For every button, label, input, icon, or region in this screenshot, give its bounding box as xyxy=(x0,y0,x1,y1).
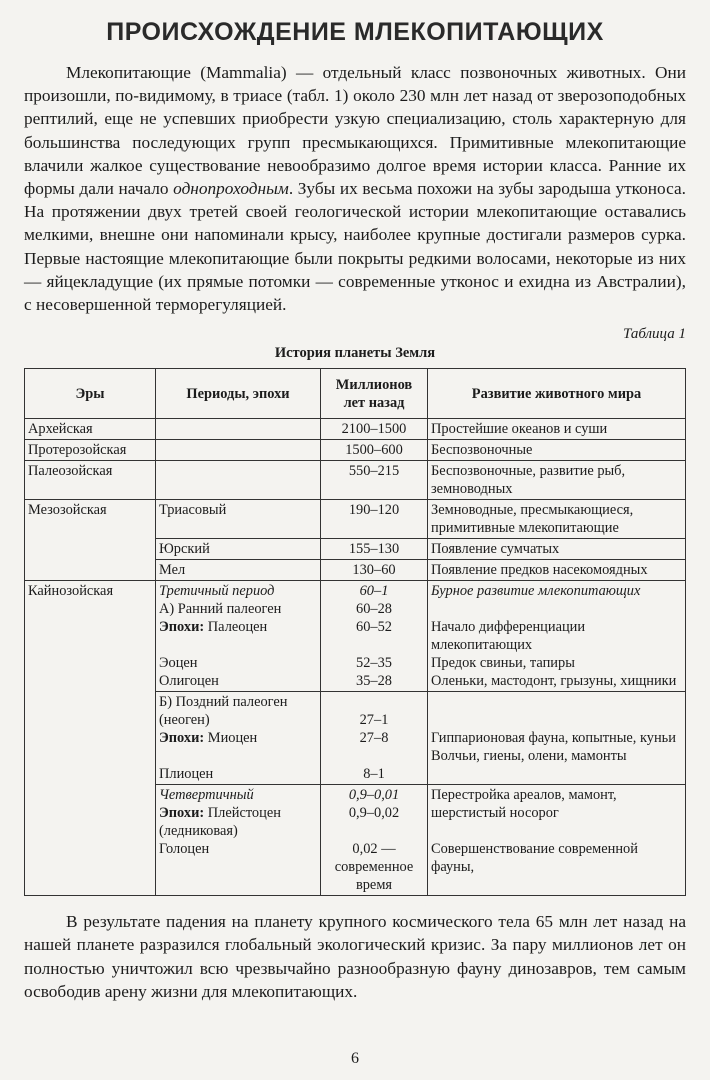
cell-development xyxy=(428,692,686,785)
epochs-label: Эпохи: xyxy=(159,805,205,822)
miocene-dev: Гиппарионовая фауна, копытные, куньи xyxy=(431,730,676,747)
holocene-mya: 0,02 — современное время xyxy=(334,841,414,894)
eocene-mya: 52–35 xyxy=(356,655,392,672)
spacer xyxy=(324,822,424,840)
cell-development: Беспозвоночные, развитие рыб, земноводных xyxy=(428,461,686,500)
page-title: ПРОИСХОЖДЕНИЕ МЛЕКОПИТАЮЩИХ xyxy=(106,18,604,46)
spacer xyxy=(159,636,317,654)
table-label: Таблица 1 xyxy=(623,326,686,343)
intro-italic-term: однопроходным xyxy=(173,179,289,199)
early-paleogene-label: А) Ранний палеоген xyxy=(159,601,282,618)
oligocene-mya: 35–28 xyxy=(356,673,392,690)
spacer xyxy=(431,693,682,711)
header-period: Периоды, эпохи xyxy=(156,369,321,419)
late-paleogene-mya: 27–1 xyxy=(359,712,389,729)
page-number: 6 xyxy=(351,1050,359,1067)
pleistocene-line xyxy=(159,804,317,840)
cell-era: Кайнозойская xyxy=(25,581,156,896)
spacer xyxy=(159,747,317,765)
cell-development: Простейшие океанов и суши xyxy=(428,419,686,440)
pleistocene-mya: 0,9–0,02 xyxy=(348,805,400,822)
table-row xyxy=(25,440,686,461)
miocene-line xyxy=(159,729,317,747)
cell-mya xyxy=(321,785,428,896)
table-row xyxy=(25,500,686,539)
oligocene-label: Олигоцен xyxy=(159,673,219,690)
cell-period xyxy=(156,692,321,785)
pleistocene-label: Плейстоцен (ледниковая) xyxy=(159,805,281,840)
table-header-row xyxy=(25,369,686,419)
intro-text-1: Млекопитающие (Mammalia) — отдельный класс позвоночных животных. Они произошли, по-видимому, в триасе (табл. 1) около 230 млн лет назад от зверозоподобных рептилий, еще не успевших приобрести узкую специализацию, столь характерную для большинства последующих групп пресмыкающихся. Примитивные млекопитающие влачили жалкое существование невообразимо долгое время истории класса. Ранние их формы дали начало xyxy=(24,63,686,199)
cell-period xyxy=(156,581,321,692)
cell-era: Протерозойская xyxy=(25,440,156,461)
epochs-label: Эпохи: xyxy=(159,730,205,747)
cell-development: Появление сумчатых xyxy=(428,539,686,560)
oligocene-dev: Оленьки, мастодонт, грызуны, хищники xyxy=(431,673,677,690)
holocene-label: Голоцен xyxy=(159,841,210,858)
cell-period xyxy=(156,419,321,440)
header-development: Развитие животного мира xyxy=(428,369,686,419)
pliocene-dev: Волчьи, гиены, олени, мамонты xyxy=(431,748,627,765)
spacer xyxy=(324,747,424,765)
cell-development: Земноводные, пресмыкающиеся, примитивные млекопитающие xyxy=(428,500,686,539)
cell-development xyxy=(428,581,686,692)
cell-era: Палеозойская xyxy=(25,461,156,500)
table-title: История планеты Земля xyxy=(274,345,436,362)
cell-period xyxy=(156,785,321,896)
cell-mya: 155–130 xyxy=(321,539,428,560)
cell-development: Появление предков насекомоядных xyxy=(428,560,686,581)
quaternary-dev: Перестройка ареалов, мамонт, шерстистый носорог xyxy=(431,787,617,822)
miocene-label: Миоцен xyxy=(207,730,258,747)
spacer xyxy=(431,711,682,729)
eocene-label: Эоцен xyxy=(159,655,198,672)
table-row xyxy=(25,461,686,500)
header-era: Эры xyxy=(25,369,156,419)
early-paleogene-mya: 60–28 xyxy=(356,601,392,618)
cell-mya xyxy=(321,581,428,692)
tertiary-mya: 60–1 xyxy=(359,583,389,600)
cell-development: Беспозвоночные xyxy=(428,440,686,461)
cell-mya: 190–120 xyxy=(321,500,428,539)
tertiary-label: Третичный период xyxy=(159,583,275,600)
header-mya: Миллионов лет назад xyxy=(321,369,428,419)
cell-period: Мел xyxy=(156,560,321,581)
tertiary-dev: Бурное развитие млекопитающих xyxy=(431,583,641,600)
holocene-dev: Совершенствование современной фауны, xyxy=(431,841,638,876)
spacer xyxy=(324,636,424,654)
spacer xyxy=(431,822,682,840)
spacer xyxy=(324,693,424,711)
cell-era: Мезозойская xyxy=(25,500,156,581)
eocene-dev: Предок свиньи, тапиры xyxy=(431,655,575,672)
cell-period xyxy=(156,461,321,500)
quaternary-label: Четвертичный xyxy=(159,787,254,804)
paleocene-label: Палеоцен xyxy=(207,619,268,636)
pliocene-mya: 8–1 xyxy=(363,766,385,783)
epochs-label: Эпохи: xyxy=(159,619,205,636)
paleocene-line xyxy=(159,618,317,636)
cell-mya xyxy=(321,692,428,785)
cell-era: Архейская xyxy=(25,419,156,440)
paleocene-dev: Начало дифференциации млекопитающих xyxy=(431,619,586,654)
intro-text-2: . Зубы их весьма похожи на зубы зародыша утконоса. На протяжении двух третей своей геологической истории млекопитающие оставались мелкими, внешне они напоминали крысу, наиболее крупные достигали размеров сурка. Первые настоящие млекопитающие были покрыты редкими волосами, некоторые из них — яйцекладущие (их прямые потомки — современные утконос и ехидна из Австралии), с несовершенной терморегуляцией. xyxy=(24,179,686,315)
table-row xyxy=(25,419,686,440)
cell-mya: 2100–1500 xyxy=(321,419,428,440)
quaternary-mya: 0,9–0,01 xyxy=(348,787,400,804)
history-table xyxy=(24,368,686,896)
cell-period: Юрский xyxy=(156,539,321,560)
intro-paragraph xyxy=(24,61,686,316)
cell-mya: 1500–600 xyxy=(321,440,428,461)
cell-development xyxy=(428,785,686,896)
cell-period xyxy=(156,440,321,461)
cell-mya: 550–215 xyxy=(321,461,428,500)
spacer xyxy=(431,600,682,618)
closing-paragraph: В результате падения на планету крупного космического тела 65 млн лет назад на нашей планете разразился глобальный экологический кризис. За пару миллионов лет он полностью уничтожил всю чрезвычайно разнообразную фауну динозавров, тем самым освободив арену жизни для млекопитающих. xyxy=(24,912,686,1001)
miocene-mya: 27–8 xyxy=(359,730,389,747)
late-paleogene-label: Б) Поздний палеоген (неоген) xyxy=(159,694,288,729)
pliocene-label: Плиоцен xyxy=(159,766,214,783)
cell-period: Триасовый xyxy=(156,500,321,539)
table-row xyxy=(25,581,686,692)
paleocene-mya: 60–52 xyxy=(356,619,392,636)
page xyxy=(24,18,686,1003)
cell-mya: 130–60 xyxy=(321,560,428,581)
